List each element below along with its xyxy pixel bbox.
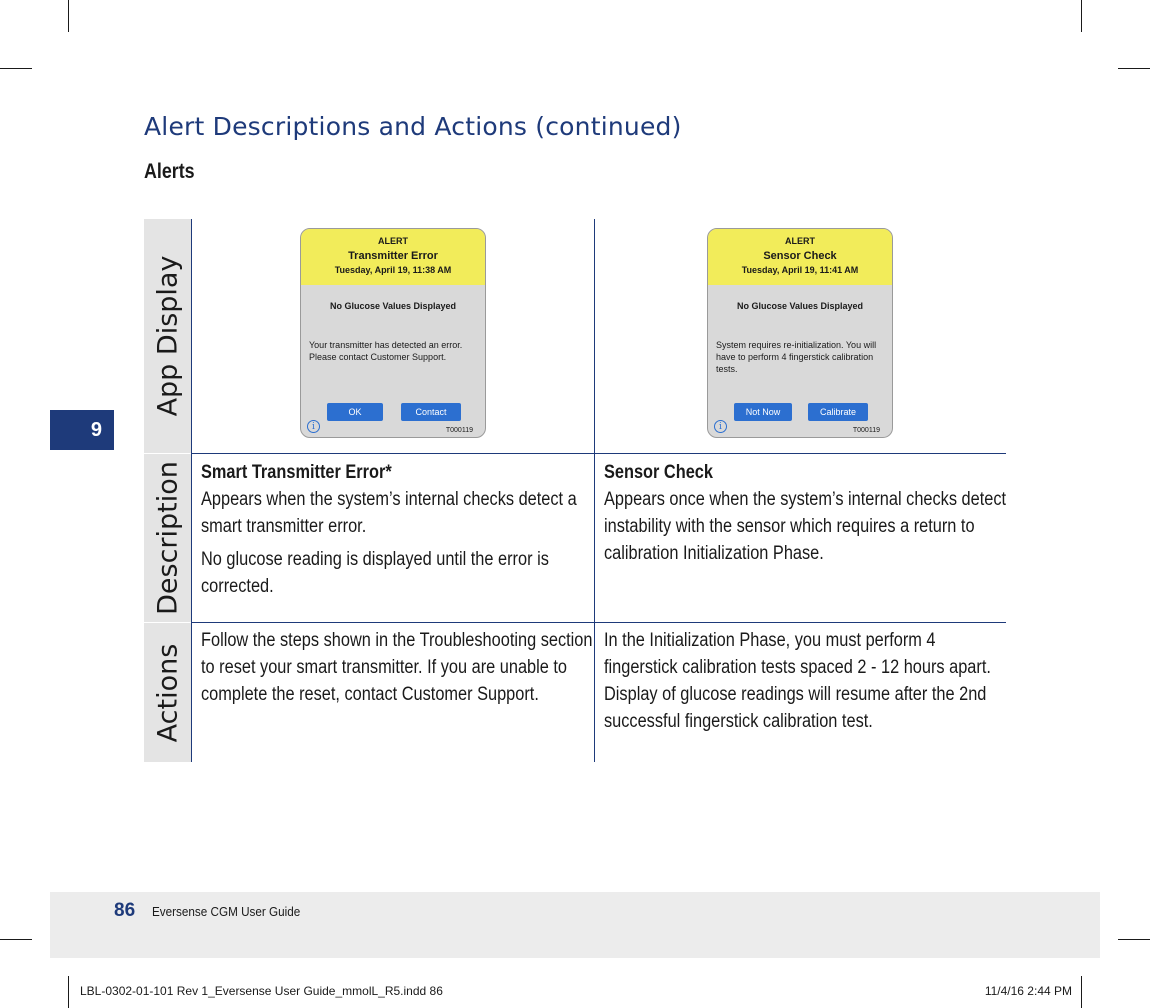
row-label-text: Actions [152, 643, 184, 742]
description-text: Appears once when the system’s internal checks detect instability with the sensor which requires a return to calibration Initialization Phase. [604, 489, 1007, 564]
row-label-actions [144, 623, 192, 762]
description-text: No glucose reading is displayed until the error is corrected. [201, 549, 549, 597]
description-cell-sensor-check [604, 459, 1007, 573]
crop-mark [0, 68, 32, 69]
screen-code: T000119 [852, 427, 880, 434]
page-title-main: Alert Descriptions and Actions [144, 112, 528, 141]
crop-mark [1081, 0, 1082, 32]
alert-label: ALERT [378, 236, 408, 246]
alert-title: Transmitter Error [348, 250, 438, 262]
alert-message: System requires re-initialization. You will have to perform 4 fingerstick calibration tests. [716, 340, 877, 374]
alert-header [708, 229, 892, 285]
row-label-description [144, 454, 192, 622]
info-icon[interactable]: i [714, 420, 727, 433]
table-divider [191, 453, 1006, 454]
alert-date: Tuesday, April 19, 11:38 AM [334, 265, 452, 275]
crop-mark [0, 939, 32, 940]
no-glucose-label: No Glucose Values Displayed [736, 301, 864, 311]
crop-mark [68, 0, 69, 32]
row-label-app-display [144, 219, 192, 453]
alert-label: ALERT [785, 236, 815, 246]
no-glucose-label: No Glucose Values Displayed [329, 301, 457, 311]
guide-name: Eversense CGM User Guide [152, 904, 301, 919]
page-footer [50, 892, 1100, 958]
actions-text: In the Initialization Phase, you must perform 4 fingerstick calibration tests spaced 2 - 12 hours apart. Display of glucose readings will resume after the 2nd successful fingerstick calibration test. [604, 630, 991, 732]
calibrate-button[interactable]: Calibrate [808, 403, 868, 421]
actions-cell-sensor-check [604, 627, 1004, 741]
description-heading: Sensor Check [604, 462, 713, 483]
page-title-suffix: (continued) [535, 112, 682, 141]
page-number: 86 [114, 900, 136, 921]
contact-button[interactable]: Contact [401, 403, 461, 421]
row-label-text: App Display [152, 255, 184, 417]
row-label-text: Description [152, 461, 184, 615]
app-screenshot-sensor-check [707, 228, 893, 438]
app-screenshot-transmitter-error [300, 228, 486, 438]
description-cell-transmitter-error [201, 459, 589, 606]
print-slug-file: LBL-0302-01-101 Rev 1_Eversense User Guide_mmolL_R5.indd 86 [80, 984, 443, 998]
table-divider [191, 622, 1006, 623]
crop-mark [1118, 68, 1150, 69]
screen-code: T000119 [445, 427, 473, 434]
alert-title: Sensor Check [763, 250, 837, 262]
table-divider [191, 219, 192, 762]
description-heading: Smart Transmitter Error* [201, 462, 392, 483]
chapter-tab: 9 [50, 410, 114, 450]
info-icon[interactable]: i [307, 420, 320, 433]
alert-message: Your transmitter has detected an error. Please contact Customer Support. [309, 340, 463, 362]
not-now-button[interactable]: Not Now [734, 403, 792, 421]
crop-mark [1081, 976, 1082, 1008]
page-title [144, 112, 682, 141]
actions-cell-transmitter-error [201, 627, 593, 714]
ok-button[interactable]: OK [327, 403, 383, 421]
alert-date: Tuesday, April 19, 11:41 AM [741, 265, 859, 275]
description-text: Appears when the system’s internal checks detect a smart transmitter error. [201, 489, 577, 537]
print-slug-date: 11/4/16 2:44 PM [984, 984, 1072, 998]
actions-text: Follow the steps shown in the Troubleshooting section to reset your smart transmitter. If you are unable to complete the reset, contact Customer Support. [201, 630, 593, 705]
crop-mark [68, 976, 69, 1008]
section-subtitle: Alerts [144, 160, 195, 183]
alert-header [301, 229, 485, 285]
crop-mark [1118, 939, 1150, 940]
